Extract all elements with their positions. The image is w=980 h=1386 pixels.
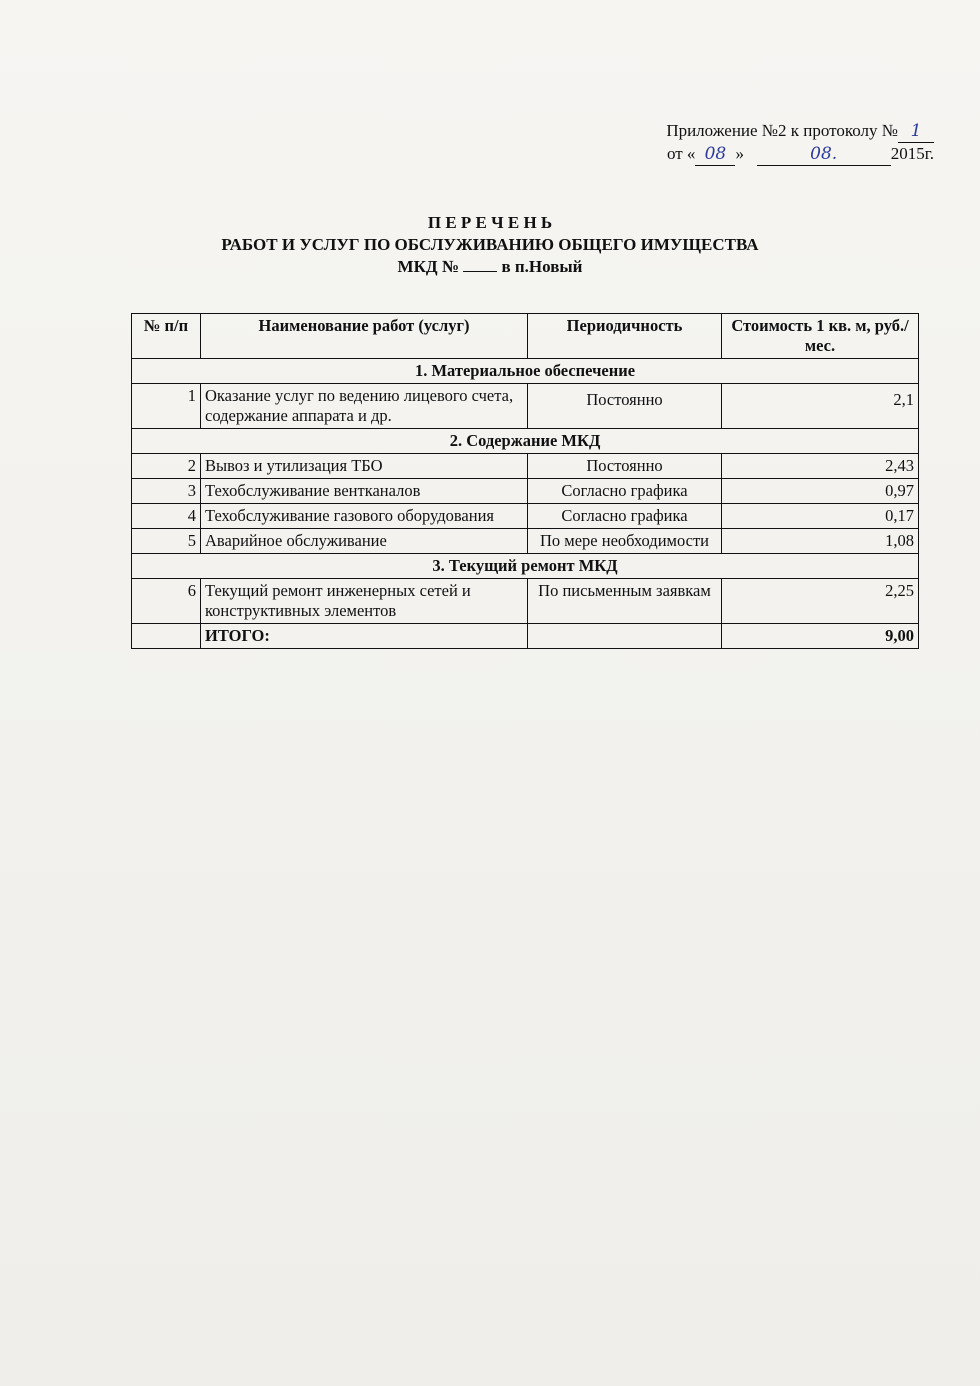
appendix-line-1 bbox=[666, 120, 934, 143]
row-cost: 2,1 bbox=[722, 384, 919, 429]
table-row bbox=[132, 529, 919, 554]
total-row bbox=[132, 624, 919, 649]
row-period: Постоянно bbox=[528, 384, 722, 429]
header-num: № п/п bbox=[132, 314, 201, 359]
table-row bbox=[132, 504, 919, 529]
appendix-reference bbox=[666, 120, 934, 166]
date-day-handwritten: 08 bbox=[695, 143, 735, 166]
total-period-cell bbox=[528, 624, 722, 649]
mkd-prefix: МКД № bbox=[397, 257, 459, 276]
row-name: Оказание услуг по ведению лицевого счета, содержание аппарата и др. bbox=[201, 384, 528, 429]
row-name: Текущий ремонт инженерных сетей и конструктивных элементов bbox=[201, 579, 528, 624]
row-num: 2 bbox=[132, 454, 201, 479]
date-prefix: от « bbox=[666, 144, 696, 163]
section-title: 1. Материальное обеспечение bbox=[132, 359, 919, 384]
row-name: Техобслуживание вентканалов bbox=[201, 479, 528, 504]
row-period: По мере необходимости bbox=[528, 529, 722, 554]
table-row bbox=[132, 479, 919, 504]
row-cost: 0,17 bbox=[722, 504, 919, 529]
total-label: ИТОГО: bbox=[201, 624, 528, 649]
section-row bbox=[132, 429, 919, 454]
section-title: 3. Текущий ремонт МКД bbox=[132, 554, 919, 579]
date-separator: » bbox=[735, 144, 744, 163]
mkd-line bbox=[0, 256, 980, 278]
section-title: 2. Содержание МКД bbox=[132, 429, 919, 454]
row-name: Вывоз и утилизация ТБО bbox=[201, 454, 528, 479]
row-name: Аварийное обслуживание bbox=[201, 529, 528, 554]
row-cost: 2,25 bbox=[722, 579, 919, 624]
row-cost: 1,08 bbox=[722, 529, 919, 554]
row-num: 5 bbox=[132, 529, 201, 554]
row-period: Постоянно bbox=[528, 454, 722, 479]
services-table bbox=[131, 313, 919, 649]
mkd-suffix: в п.Новый bbox=[501, 257, 583, 276]
total-value: 9,00 bbox=[722, 624, 919, 649]
table-row bbox=[132, 454, 919, 479]
document-title-block bbox=[0, 212, 980, 278]
date-year: 2015г. bbox=[890, 144, 934, 163]
header-name: Наименование работ (услуг) bbox=[201, 314, 528, 359]
row-num: 1 bbox=[132, 384, 201, 429]
protocol-number-handwritten: 1 bbox=[898, 120, 934, 143]
header-period: Периодичность bbox=[528, 314, 722, 359]
row-num: 6 bbox=[132, 579, 201, 624]
row-num: 3 bbox=[132, 479, 201, 504]
table-row bbox=[132, 384, 919, 429]
row-name: Техобслуживание газового оборудования bbox=[201, 504, 528, 529]
row-cost: 2,43 bbox=[722, 454, 919, 479]
row-cost: 0,97 bbox=[722, 479, 919, 504]
document-title: П Е Р Е Ч Е Н Ь bbox=[427, 213, 553, 232]
mkd-number-blank bbox=[463, 271, 497, 272]
section-row bbox=[132, 359, 919, 384]
section-row bbox=[132, 554, 919, 579]
row-period: Согласно графика bbox=[528, 479, 722, 504]
date-month-handwritten: 08. bbox=[757, 143, 891, 166]
appendix-protocol-label: Приложение №2 к протоколу № bbox=[666, 121, 898, 140]
table-row bbox=[132, 579, 919, 624]
appendix-line-2 bbox=[666, 143, 934, 166]
row-period: Согласно графика bbox=[528, 504, 722, 529]
header-cost: Стоимость 1 кв. м, руб./мес. bbox=[722, 314, 919, 359]
row-num: 4 bbox=[132, 504, 201, 529]
total-num-cell bbox=[132, 624, 201, 649]
document-subtitle: РАБОТ И УСЛУГ ПО ОБСЛУЖИВАНИЮ ОБЩЕГО ИМУЩЕСТВА bbox=[221, 235, 759, 254]
table-header-row bbox=[132, 314, 919, 359]
row-period: По письменным заявкам bbox=[528, 579, 722, 624]
